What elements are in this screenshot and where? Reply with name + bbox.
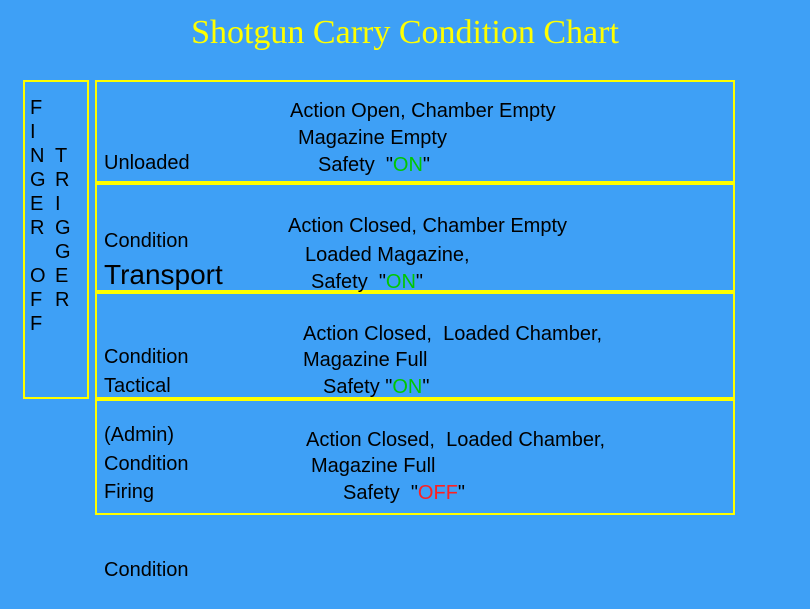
condition-description-line: Action Closed, Loaded Chamber, bbox=[303, 323, 603, 345]
trigger-label: T R I G G E R bbox=[55, 145, 71, 311]
safety-status: Safety "OFF" bbox=[343, 482, 466, 504]
condition-description-line: Action Closed, Chamber Empty bbox=[288, 215, 568, 237]
safety-status: Safety "ON" bbox=[311, 271, 424, 293]
condition-description-line: Magazine Full bbox=[303, 349, 428, 371]
condition-description-line: Magazine Full bbox=[311, 455, 436, 477]
condition-line: Condition bbox=[104, 346, 189, 368]
condition-line: Condition bbox=[104, 230, 189, 252]
condition-line: Unloaded bbox=[104, 152, 190, 174]
page-title: Shotgun Carry Condition Chart bbox=[191, 14, 619, 51]
condition-description-line: Action Closed, Loaded Chamber, bbox=[306, 429, 606, 451]
condition-description-line: Loaded Magazine, bbox=[305, 244, 470, 266]
safety-value: ON bbox=[392, 376, 423, 398]
finger-off-label: F I N G E R O F F bbox=[30, 97, 46, 335]
safety-value: ON bbox=[385, 271, 416, 293]
safety-value: ON bbox=[392, 154, 423, 176]
safety-value: OFF bbox=[417, 482, 458, 504]
condition-line: Tactical bbox=[104, 375, 171, 397]
condition-name bbox=[104, 427, 189, 609]
safety-status: Safety "ON" bbox=[323, 376, 430, 398]
condition-line: (Admin) bbox=[104, 424, 175, 446]
condition-line: Condition bbox=[104, 453, 189, 475]
condition-line: Transport bbox=[104, 259, 223, 290]
safety-status: Safety "ON" bbox=[318, 154, 431, 176]
condition-description-line: Magazine Empty bbox=[298, 127, 447, 149]
condition-description-line: Action Open, Chamber Empty bbox=[290, 100, 556, 122]
condition-line: Condition bbox=[104, 559, 189, 581]
condition-line: Firing bbox=[104, 481, 155, 503]
